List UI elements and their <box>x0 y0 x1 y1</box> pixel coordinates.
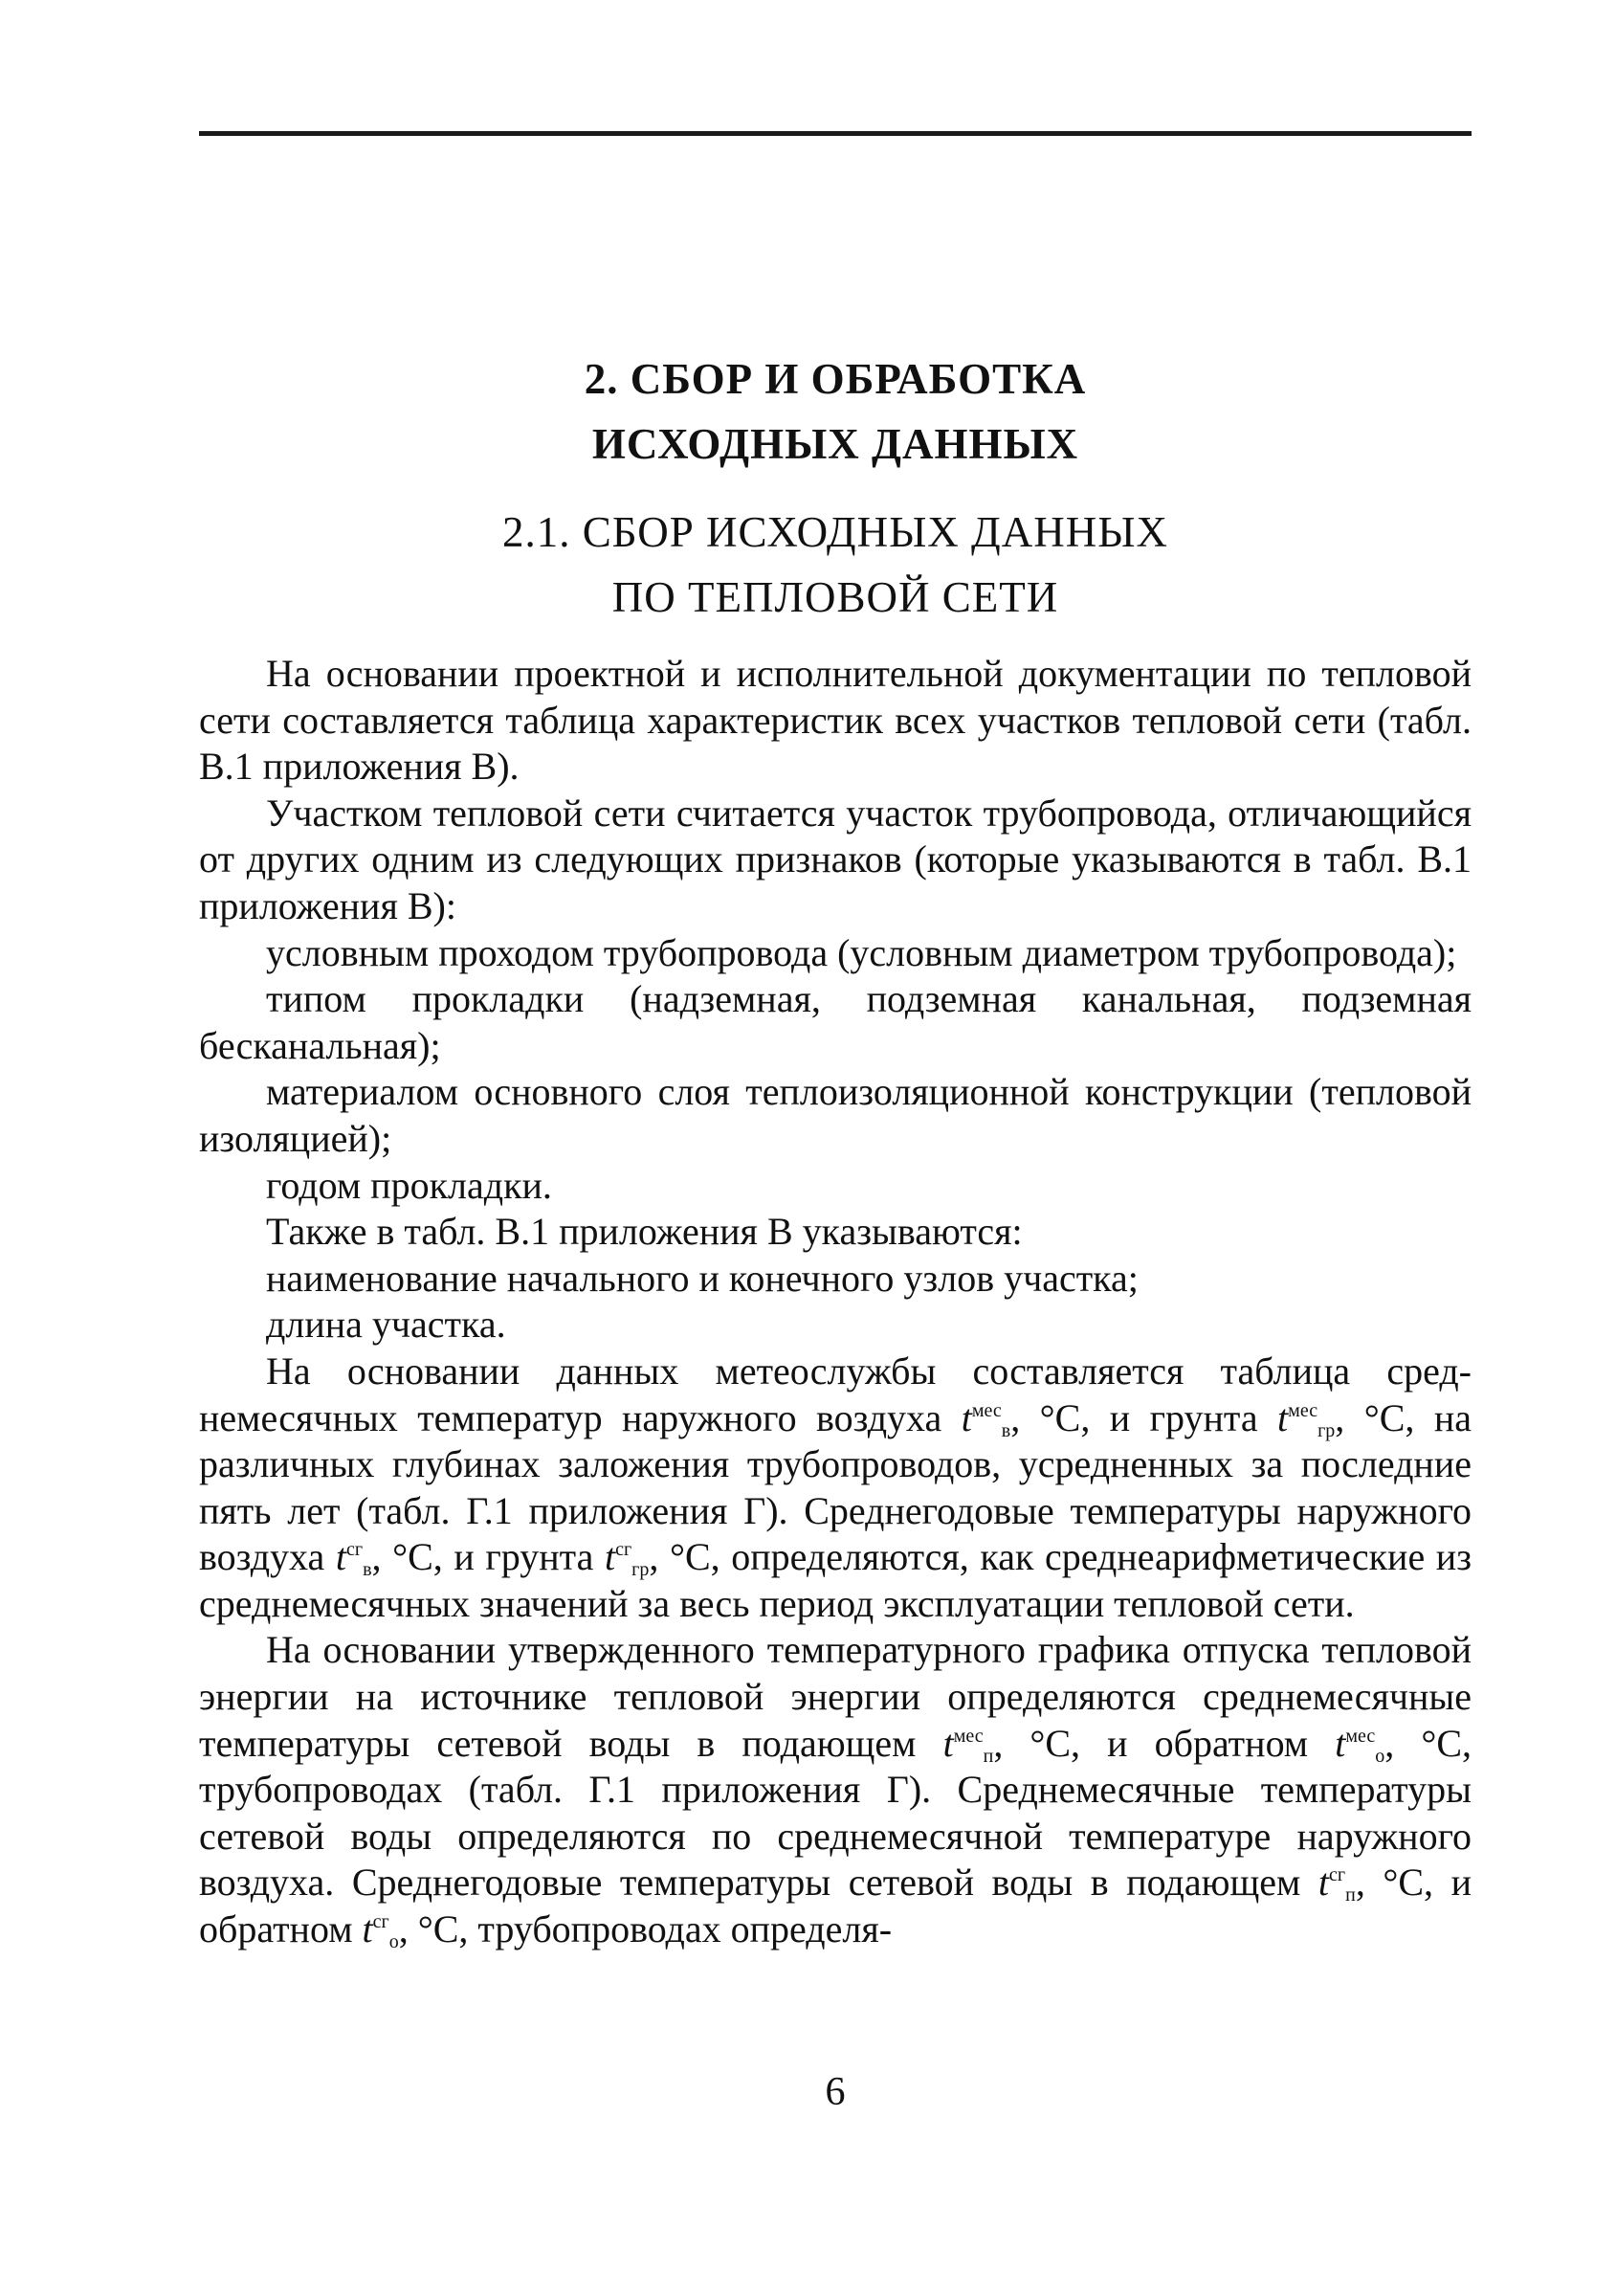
math-superscript: мес <box>971 1399 1002 1421</box>
paragraph <box>199 651 1472 791</box>
math-symbol <box>335 1535 372 1581</box>
text-run: наименование начального и конечного узлов участка; <box>266 1256 1139 1300</box>
math-subscript: о <box>388 1931 399 1953</box>
text-run: , °С, и обратном <box>993 1721 1336 1765</box>
text-run: На основании утвержденного температурного графика отпуска тепловой энергии на источнике тепловой энергии определяются среднемесячные температуры сетевой воды в подающем <box>199 1628 1472 1765</box>
math-symbol-base: t <box>604 1535 616 1579</box>
math-symbol <box>943 1722 994 1765</box>
text-run: Участком тепловой сети считается участок трубопровода, отличающийся от других одним из следующих признаков (которые указываются в табл. В.1 приложения В): <box>199 791 1472 927</box>
math-symbol-base: t <box>942 1721 954 1765</box>
text-run: , °С, трубопроводах определя- <box>398 1907 893 1951</box>
math-symbol <box>1335 1722 1384 1765</box>
paragraph <box>199 1349 1472 1628</box>
math-symbol <box>962 1396 1011 1439</box>
text-run: материалом основного слоя теплоизоляционной конструкции (тепловой изоляцией); <box>199 1070 1472 1160</box>
math-superscript: сг <box>1329 1864 1346 1886</box>
text-run: условным проходом трубопровода (условным диаметром трубопровода); <box>266 930 1457 974</box>
paragraph <box>199 1256 1472 1303</box>
paragraph <box>199 1163 1472 1210</box>
math-subscript: гр <box>631 1559 650 1581</box>
math-symbol <box>362 1907 399 1953</box>
paragraph <box>199 791 1472 930</box>
math-superscript: сг <box>615 1539 632 1561</box>
paragraph <box>199 1209 1472 1256</box>
section-title-line: 2.1. СБОР ИСХОДНЫХ ДАННЫХ <box>501 508 1168 556</box>
math-subscript: в <box>1001 1419 1011 1441</box>
paragraph <box>199 976 1472 1069</box>
paragraph <box>199 1069 1472 1162</box>
paragraph <box>199 1627 1472 1952</box>
math-subscript: п <box>983 1745 994 1767</box>
math-superscript: сг <box>345 1539 364 1561</box>
math-symbol-base: t <box>961 1395 972 1439</box>
section-title <box>199 500 1472 630</box>
math-subscript: гр <box>1317 1419 1336 1441</box>
body-text <box>199 651 1472 1953</box>
math-superscript: мес <box>1288 1399 1318 1421</box>
text-run: , °С, и обратном <box>199 1861 1472 1951</box>
math-superscript: мес <box>953 1725 984 1747</box>
text-run: типом прокладки (надземная, подземная канальная, подземная бесканальная); <box>199 977 1472 1067</box>
text-run: годом прокладки. <box>266 1163 552 1207</box>
paragraph <box>199 1302 1472 1349</box>
chapter-title-line: 2. СБОР И ОБРАБОТКА <box>584 355 1087 403</box>
math-symbol-base: t <box>1277 1395 1289 1439</box>
math-superscript: мес <box>1345 1725 1376 1747</box>
chapter-title <box>199 346 1472 477</box>
paragraph <box>199 930 1472 977</box>
math-subscript: о <box>1375 1745 1385 1767</box>
text-run: , °С, и грунта <box>1010 1395 1278 1439</box>
section-title-line: ПО ТЕПЛОВОЙ СЕТИ <box>611 573 1059 621</box>
text-run: , °С, и грунта <box>371 1535 605 1579</box>
math-symbol-base: t <box>1317 1861 1330 1905</box>
math-superscript: сг <box>372 1911 389 1933</box>
text-run: На основании данных метеослужбы составляется таблица среднемесячных температур наружного воздуха <box>199 1349 1472 1439</box>
chapter-title-line: ИСХОДНЫХ ДАННЫХ <box>591 420 1079 468</box>
text-run: , °С, трубопроводах (табл. Г.1 приложения Г). Среднемесячные температуры сетевой воды определяются по среднемесячной температуре наружного воздуха. Среднегодовые температуры сетевой воды в подающем <box>199 1721 1472 1905</box>
math-symbol <box>604 1535 650 1581</box>
math-subscript: п <box>1345 1884 1356 1906</box>
math-symbol <box>1318 1861 1356 1904</box>
math-symbol-base: t <box>1335 1721 1346 1765</box>
math-symbol-base: t <box>362 1907 373 1951</box>
text-run: Также в табл. В.1 приложения В указываются: <box>266 1210 1023 1254</box>
header-rule <box>199 131 1472 136</box>
text-run: На основании проектной и исполнительной документации по тепловой сети составляется таблица характеристик всех участков тепловой сети (табл. В.1 приложения В). <box>199 652 1472 789</box>
text-run: длина участка. <box>266 1303 506 1347</box>
math-symbol <box>1277 1396 1335 1439</box>
text-run: , °С, определяются, как среднеарифметические из среднемесячных значений за весь период эксплуатации тепловой сети. <box>199 1535 1472 1625</box>
page-number: 6 <box>825 2070 846 2114</box>
text-run: , °С, на различных глубинах заложения трубопроводов, усредненных за последние пять лет (табл. Г.1 приложения Г). Среднегодовые температуры наружного воздуха <box>199 1395 1472 1579</box>
math-symbol-base: t <box>335 1535 346 1579</box>
math-subscript: в <box>363 1559 372 1581</box>
